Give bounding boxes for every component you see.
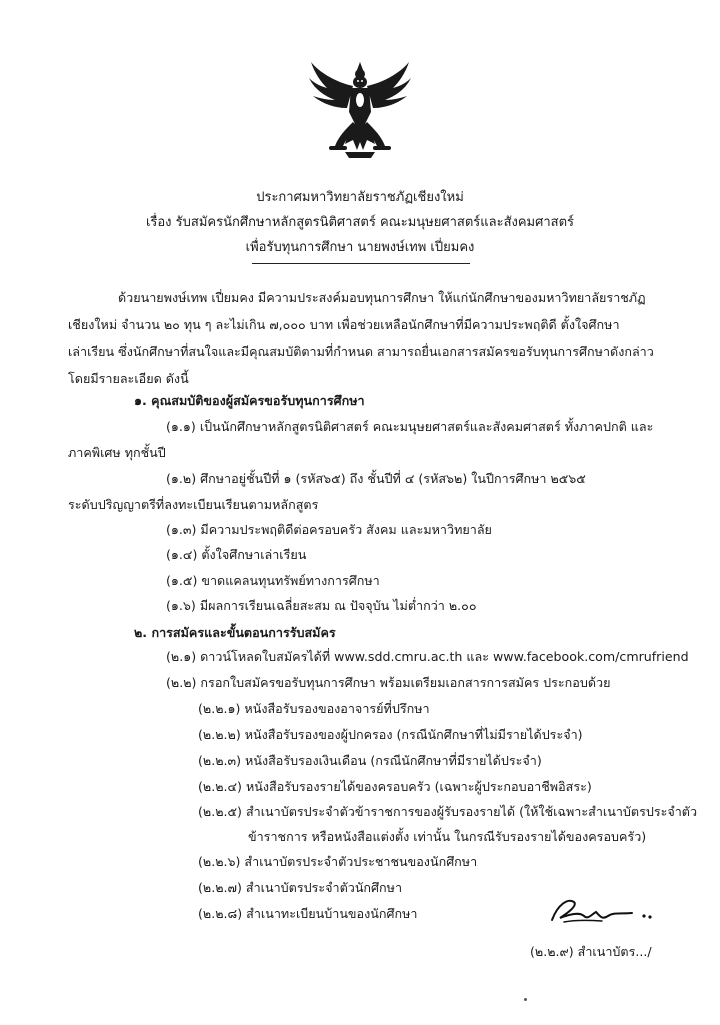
continuation-note: (๒.๒.๙) สำเนาบัตร.../	[530, 944, 652, 959]
section-2-sub-1: (๒.๒.๑) หนังสือรับรองของอาจารย์ที่ปรึกษา	[198, 701, 430, 716]
section-2-sub-2: (๒.๒.๒) หนังสือรับรองของผู้ปกครอง (กรณีนักศึกษาที่ไม่มีรายได้ประจำ)	[198, 727, 583, 742]
intro-line-3: เล่าเรียน ซึ่งนักศึกษาที่สนใจและมีคุณสมบัติตามที่กำหนด สามารถยื่นเอกสารสมัครขอรับทุนการศึกษาดังกล่าว	[68, 344, 654, 359]
section-2-sub-8: (๒.๒.๘) สำเนาทะเบียนบ้านของนักศึกษา	[198, 906, 418, 921]
section-1-item-1: (๑.๑) เป็นนักศึกษาหลักสูตรนิติศาสตร์ คณะมนุษยศาสตร์และสังคมศาสตร์ ทั้งภาคปกติ และ	[166, 419, 654, 434]
signature-icon	[544, 894, 654, 934]
header-divider	[252, 263, 470, 264]
scan-speck	[524, 998, 527, 1001]
header-subject: เรื่อง รับสมัครนักศึกษาหลักสูตรนิติศาสตร์ คณะมนุษยศาสตร์และสังคมศาสตร์	[145, 215, 575, 230]
section-2-sub-6: (๒.๒.๖) สำเนาบัตรประจำตัวประชาชนของนักศึกษา	[198, 854, 478, 869]
header-subject-line2: เพื่อรับทุนการศึกษา นายพงษ์เทพ เปี่ยมคง	[245, 240, 475, 255]
section-1-item-2: (๑.๒) ศึกษาอยู่ชั้นปีที่ ๑ (รหัส๖๕) ถึง ชั้นปีที่ ๔ (รหัส๖๒) ในปีการศึกษา ๒๕๖๕	[166, 471, 586, 486]
garuda-emblem-icon	[305, 60, 415, 160]
section-2-item-1: (๒.๑) ดาวน์โหลดใบสมัครได้ที่ www.sdd.cmru.ac.th และ www.facebook.com/cmrufriend	[166, 649, 689, 664]
section-1-item-6: (๑.๖) มีผลการเรียนเฉลี่ยสะสม ณ ปัจจุบัน ไม่ต่ำกว่า ๒.๐๐	[166, 598, 477, 613]
intro-line-4: โดยมีรายละเอียด ดังนี้	[68, 371, 189, 386]
section-1-item-3: (๑.๓) มีความประพฤติดีต่อครอบครัว สังคม และมหาวิทยาลัย	[166, 522, 492, 537]
section-2-item-2: (๒.๒) กรอกใบสมัครขอรับทุนการศึกษา พร้อมเตรียมเอกสารการสมัคร ประกอบด้วย	[166, 675, 611, 690]
section-1-title: ๑. คุณสมบัติของผู้สมัครขอรับทุนการศึกษา	[134, 393, 365, 408]
section-2-sub-5-cont: ข้าราชการ หรือหนังสือแต่งตั้ง เท่านั้น ในกรณีรับรองรายได้ของครอบครัว)	[248, 829, 647, 844]
section-2-sub-7: (๒.๒.๗) สำเนาบัตรประจำตัวนักศึกษา	[198, 880, 403, 895]
section-1-item-5: (๑.๕) ขาดแคลนทุนทรัพย์ทางการศึกษา	[166, 573, 380, 588]
section-1-item-2-cont: ระดับปริญญาตรีที่ลงทะเบียนเรียนตามหลักสูตร	[68, 497, 319, 512]
section-1-item-4: (๑.๔) ตั้งใจศึกษาเล่าเรียน	[166, 547, 307, 562]
section-1-item-1-cont: ภาคพิเศษ ทุกชั้นปี	[68, 445, 166, 460]
section-2-title: ๒. การสมัครและขั้นตอนการรับสมัคร	[134, 625, 336, 640]
section-2-sub-3: (๒.๒.๓) หนังสือรับรองเงินเดือน (กรณีนักศึกษาที่มีรายได้ประจำ)	[198, 753, 542, 768]
section-2-sub-5: (๒.๒.๕) สำเนาบัตรประจำตัวข้าราชการของผู้รับรองรายได้ (ให้ใช้เฉพาะสำเนาบัตรประจำตัว	[198, 804, 698, 819]
section-2-sub-4: (๒.๒.๔) หนังสือรับรองรายได้ของครอบครัว (เฉพาะผู้ประกอบอาชีพอิสระ)	[198, 779, 592, 794]
intro-line-2: เชียงใหม่ จำนวน ๒๐ ทุน ๆ ละไม่เกิน ๗,๐๐๐ บาท เพื่อช่วยเหลือนักศึกษาที่มีความประพฤติดี ตั้งใจศึกษา	[68, 317, 620, 332]
intro-line-1: ด้วยนายพงษ์เทพ เปี่ยมคง มีความประสงค์มอบทุนการศึกษา ให้แก่นักศึกษาของมหาวิทยาลัยราชภัฏ	[118, 290, 646, 305]
header-title: ประกาศมหาวิทยาลัยราชภัฏเชียงใหม่	[256, 190, 464, 205]
